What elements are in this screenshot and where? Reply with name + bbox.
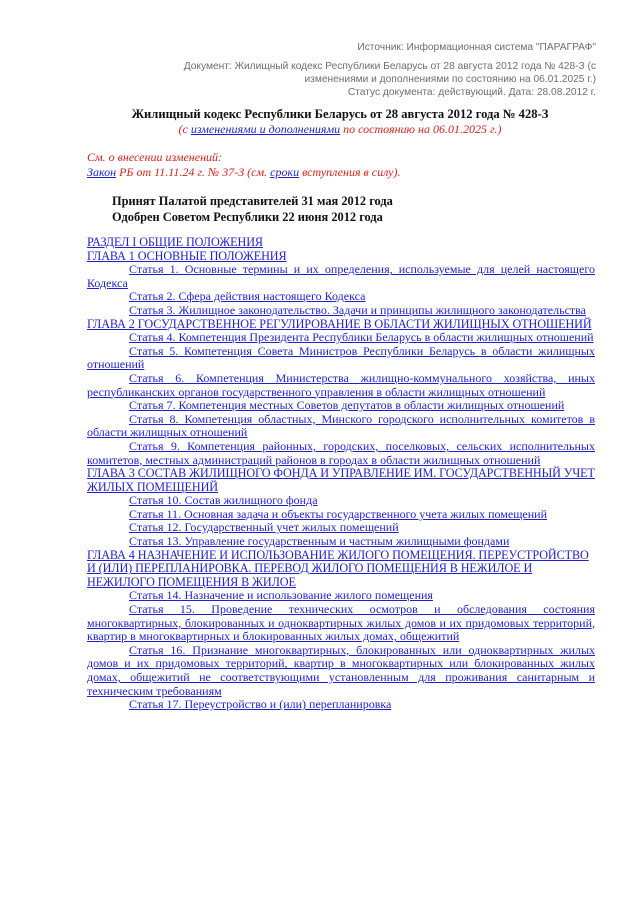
toc-section-link[interactable]: ГЛАВА 3 СОСТАВ ЖИЛИЩНОГО ФОНДА И УПРАВЛЕНИЕ ИМ. ГОСУДАРСТВЕННЫЙ УЧЕТ ЖИЛЫХ ПОМЕЩЕНИЙ bbox=[87, 466, 595, 494]
toc-section-link[interactable]: ГЛАВА 1 ОСНОВНЫЕ ПОЛОЖЕНИЯ bbox=[87, 248, 287, 263]
toc-article-link[interactable]: Статья 9. Компетенция районных, городских, поселковых, сельских исполнительных комитетов, местных администраций районов в городах в области жилищных отношений bbox=[87, 438, 595, 467]
toc-article-link[interactable]: Статья 4. Компетенция Президента Республики Беларусь в области жилищных отношений bbox=[129, 330, 594, 345]
subtitle-prefix: (с bbox=[178, 122, 191, 136]
toc-article-link[interactable]: Статья 14. Назначение и использование жилого помещения bbox=[129, 588, 433, 603]
law-text: РБ от 11.11.24 г. № 37-З (см. bbox=[116, 164, 271, 179]
toc-article-link[interactable]: Статья 15. Проведение технических осмотров и обследования состояния многоквартирных, блокированных и одноквартирных жилых домов и их придомовых территорий, квартир в многоквартирных и блокированных жилых домах, общежитий bbox=[87, 602, 595, 644]
changes-law-line bbox=[87, 165, 400, 180]
terms-suffix: вступления в силу). bbox=[299, 164, 401, 179]
toc-article-link[interactable]: Статья 8. Компетенция областных, Минского городского исполнительных комитетов в области жилищных отношений bbox=[87, 411, 595, 440]
source-line: Источник: Информационная система "ПАРАГРАФ" bbox=[357, 42, 596, 53]
toc-article-link[interactable]: Статья 17. Переустройство и (или) перепланировка bbox=[129, 697, 392, 712]
subtitle-suffix: по состоянию на 06.01.2025 г.) bbox=[340, 122, 502, 136]
document-line: Документ: Жилищный кодекс Республики Беларусь от 28 августа 2012 года № 428-З (с изменениями и дополнениями по состоянию на 06.01.2025 г.) bbox=[183, 61, 596, 85]
table-of-contents bbox=[87, 236, 595, 712]
approved-by-council: Одобрен Советом Республики 22 июня 2012 года bbox=[112, 210, 383, 224]
toc-article-link[interactable]: Статья 7. Компетенция местных Советов депутатов в области жилищных отношений bbox=[129, 398, 565, 413]
adoption-info bbox=[112, 193, 393, 225]
terms-link[interactable]: сроки bbox=[270, 164, 300, 179]
toc-article-link[interactable]: Статья 6. Компетенция Министерства жилищно-коммунального хозяйства, иных республиканских органов государственного управления в области жилищных отношений bbox=[87, 370, 595, 399]
adopted-by-house: Принят Палатой представителей 31 мая 2012 года bbox=[112, 194, 393, 208]
status-line: Статус документа: действующий. Дата: 28.08.2012 г. bbox=[347, 87, 596, 98]
changes-note bbox=[87, 150, 400, 179]
changes-heading: См. о внесении изменений: bbox=[87, 150, 223, 164]
law-link[interactable]: Закон bbox=[87, 164, 117, 179]
toc-article-link[interactable]: Статья 12. Государственный учет жилых помещений bbox=[129, 520, 399, 535]
document-title: Жилищный кодекс Республики Беларусь от 28 августа 2012 года № 428-З bbox=[131, 107, 549, 121]
toc-article-link[interactable]: Статья 3. Жилищное законодательство. Задачи и принципы жилищного законодательства bbox=[129, 302, 586, 317]
toc-article-link[interactable]: Статья 16. Признание многоквартирных, блокированных или одноквартирных жилых домов и их придомовых территорий, квартир в многоквартирных или блокированных жилых домах, общежитий не соответствующими установленным для проживания санитарным и техническим требованиям bbox=[87, 642, 595, 698]
toc-article-link[interactable]: Статья 11. Основная задача и объекты государственного учета жилых помещений bbox=[129, 506, 548, 521]
toc-article-link[interactable]: Статья 10. Состав жилищного фонда bbox=[129, 493, 318, 508]
toc-article-link[interactable]: Статья 1. Основные термины и их определения, используемые для целей настоящего Кодекса bbox=[87, 262, 595, 290]
amendments-link[interactable]: изменениями и дополнениями bbox=[190, 122, 341, 136]
toc-article-link[interactable]: Статья 5. Компетенция Совета Министров Республики Беларусь в области жилищных отношений bbox=[87, 343, 595, 372]
toc-section-link[interactable]: ГЛАВА 4 НАЗНАЧЕНИЕ И ИСПОЛЬЗОВАНИЕ ЖИЛОГО ПОМЕЩЕНИЯ. ПЕРЕУСТРОЙСТВО И (ИЛИ) ПЕРЕПЛАНИРОВКА. ПЕРЕВОД ЖИЛОГО ПОМЕЩЕНИЯ В НЕЖИЛОЕ И НЕЖИЛОГО ПОМЕЩЕНИЯ В ЖИЛОЕ bbox=[87, 547, 589, 589]
document-subtitle bbox=[80, 122, 600, 137]
toc-section-link[interactable]: РАЗДЕЛ I ОБЩИЕ ПОЛОЖЕНИЯ bbox=[87, 235, 263, 249]
toc-section-link[interactable]: ГЛАВА 2 ГОСУДАРСТВЕННОЕ РЕГУЛИРОВАНИЕ В ОБЛАСТИ ЖИЛИЩНЫХ ОТНОШЕНИЙ bbox=[87, 316, 592, 331]
toc-article-link[interactable]: Статья 13. Управление государственным и частным жилищными фондами bbox=[129, 534, 510, 549]
toc-article-link[interactable]: Статья 2. Сфера действия настоящего Кодекса bbox=[129, 289, 366, 304]
